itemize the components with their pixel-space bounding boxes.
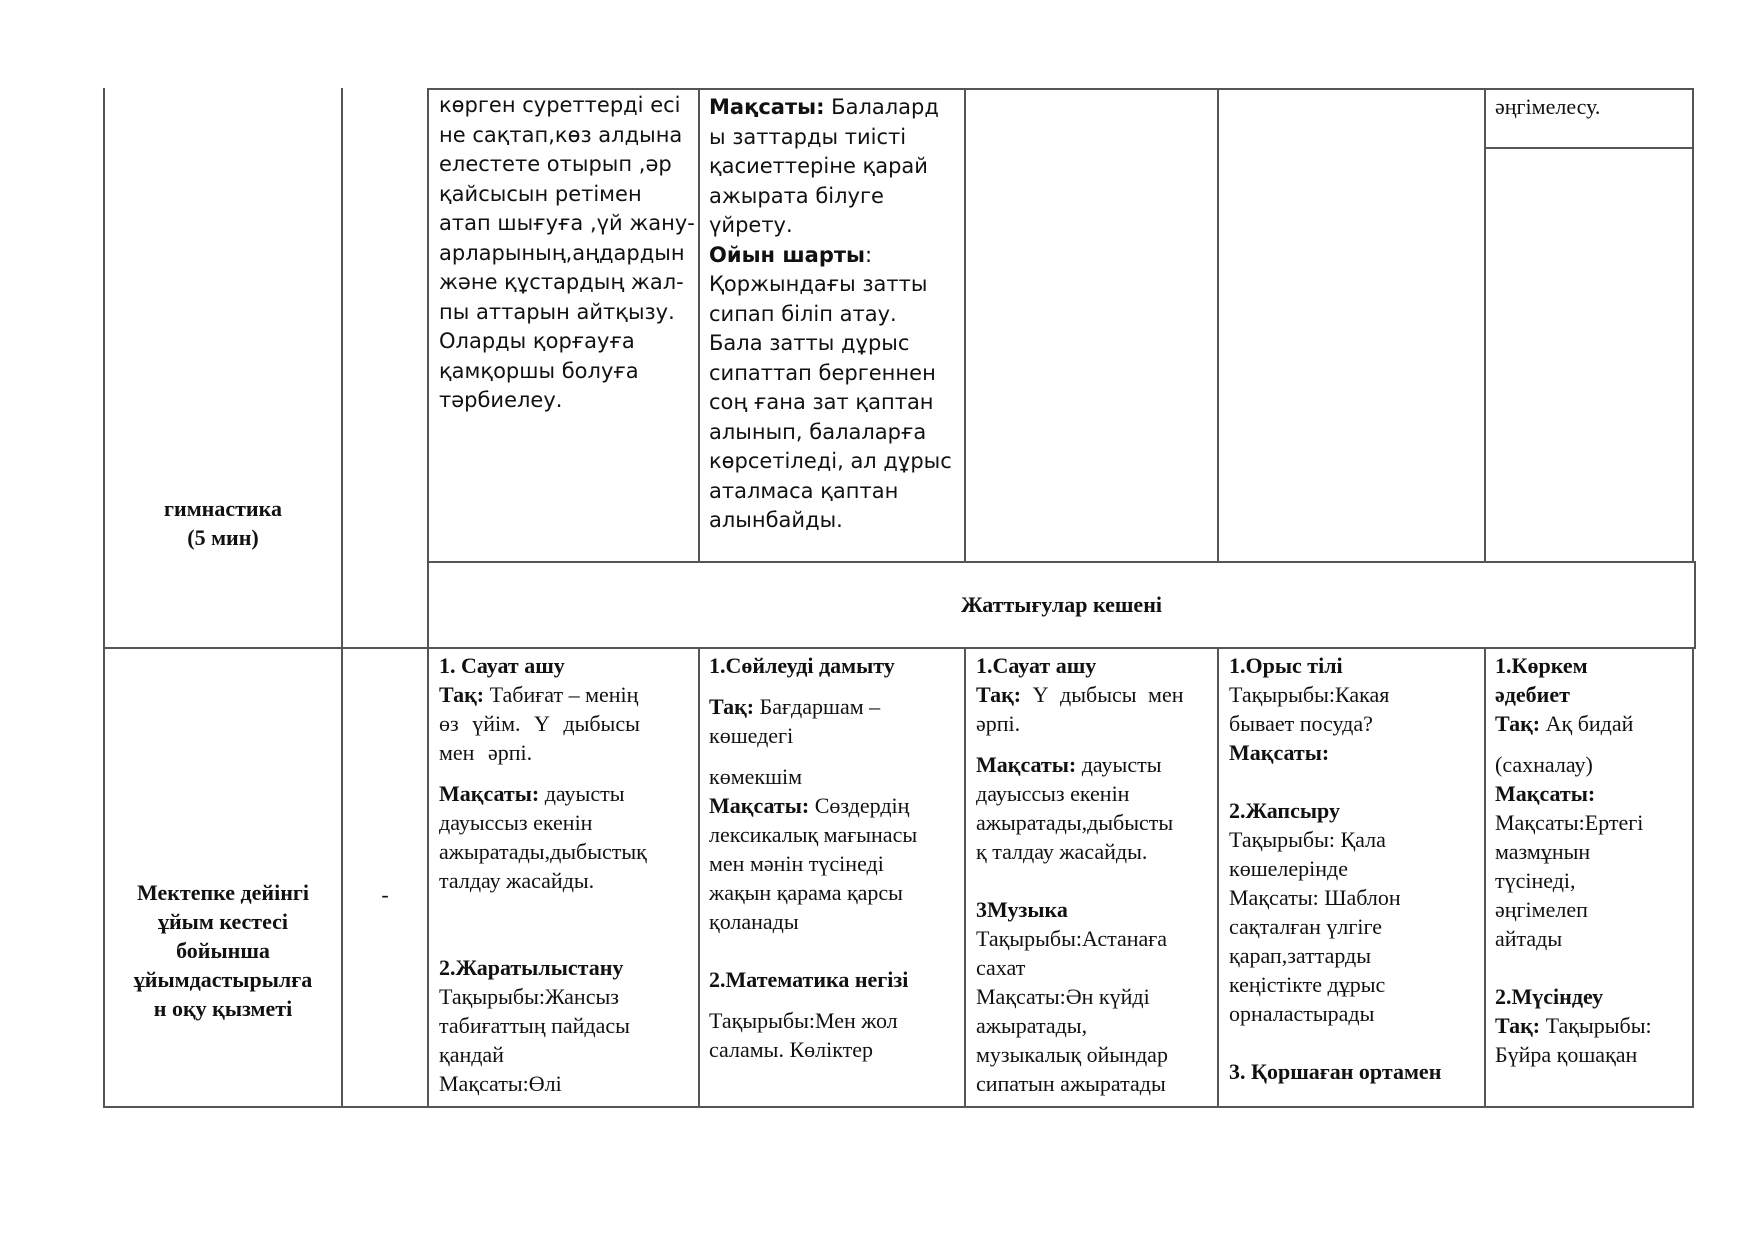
text-line: Бүйра қошақан	[1495, 1042, 1638, 1067]
text-line: сипаттап бергеннен	[709, 360, 936, 385]
text-line: атап шығуға ,үй жану-	[439, 211, 695, 235]
subject-heading: 1.Көркем	[1495, 653, 1588, 678]
text-line: қандай	[439, 1042, 504, 1067]
topic-label: Тақ:	[709, 694, 755, 719]
bottom-col5	[1495, 651, 1690, 1069]
text-line: көшедегі	[709, 723, 794, 748]
text-line: кеңістікте дұрыс	[1229, 972, 1386, 997]
text-line: Бағдаршам –	[754, 694, 881, 719]
text-line: жақын қарама қарсы	[709, 880, 903, 905]
text-line: бывает посуда?	[1229, 711, 1373, 736]
text-line: Мақсаты: Шаблон	[1229, 885, 1401, 910]
grid-line	[1217, 648, 1219, 1108]
activity-time: -	[381, 882, 389, 907]
grid-line	[1484, 147, 1694, 149]
text-line: дауысты	[539, 781, 625, 806]
text-line: Тақырыбы:Какая	[1229, 682, 1390, 707]
text-line: Ү дыбысы мен	[1021, 682, 1184, 707]
subject-heading: 2.Жапсыру	[1229, 798, 1340, 823]
goal-label: Мақсаты:	[709, 95, 825, 119]
text-line: Мақсаты:Өлі	[439, 1071, 562, 1096]
text-line: арларының,аңдардын	[439, 240, 685, 265]
subject-heading: 3. Қоршаған ортамен	[1229, 1059, 1442, 1084]
text-line: дауысты	[1076, 752, 1162, 777]
text-line: дауыссыз екенін	[976, 781, 1130, 806]
text-line: Тақырыбы:	[1540, 1013, 1652, 1038]
time-label	[105, 494, 341, 552]
text-line: ажырата білуге	[709, 183, 884, 208]
text-line: саламы. Көліктер	[709, 1037, 873, 1062]
grid-line	[964, 88, 966, 562]
subject-heading: 1.Сөйлеуді дамыту	[709, 653, 895, 678]
grid-line	[1484, 648, 1486, 1108]
label-line: ұйым кестесі	[158, 909, 288, 934]
subject-heading: 2.Жаратылыстану	[439, 955, 624, 980]
text-line: тәрбиелеу.	[439, 388, 563, 412]
text-line: ажыратады,	[976, 1013, 1088, 1038]
text-line: мазмұнын	[1495, 839, 1591, 864]
text-line: көрсетіледі, ал дұрыс	[709, 449, 952, 473]
topic-label: Тақ:	[1495, 711, 1541, 736]
grid-line	[427, 88, 1694, 90]
grid-line	[1694, 561, 1696, 649]
topic-label: Тақ:	[976, 682, 1022, 707]
text-line: лексикалық мағынасы	[709, 822, 918, 847]
text-line: мен мәнін түсінеді	[709, 851, 884, 876]
text-line: :	[865, 242, 873, 267]
grid-line	[427, 561, 1696, 563]
time-label-line: (5 мин)	[187, 525, 259, 550]
grid-line	[964, 648, 966, 1108]
label-line: н оқу қызметі	[153, 996, 293, 1021]
time-label-line: гимнастика	[164, 496, 282, 521]
text-line: талдау жасайды.	[439, 868, 595, 893]
text-line: Оларды қорғауға	[439, 329, 635, 353]
text-line: ы заттарды тиісті	[709, 124, 907, 149]
grid-line	[1484, 88, 1486, 562]
text-line: Мақсаты:Ән күйді	[976, 984, 1150, 1009]
text-line: елестете отырып ,әр	[439, 152, 672, 176]
grid-line	[1217, 88, 1219, 562]
text-line: әрпі.	[976, 711, 1021, 736]
subject-heading: 2.Мүсіндеу	[1495, 984, 1604, 1009]
text-line: Сөздердің	[809, 793, 910, 818]
goal-label: Мақсаты:	[1229, 740, 1330, 765]
subject-heading: 1.Сауат ашу	[976, 653, 1097, 678]
text-line: түсінеді,	[1495, 868, 1576, 893]
text-line: қасиеттеріне қарай	[709, 154, 928, 178]
text-line: Мақсаты:Ертегі	[1495, 810, 1644, 835]
subject-heading: 2.Математика негізі	[709, 967, 909, 992]
text-line: сахат	[976, 955, 1026, 980]
text-line: ажыратады,дыбысты	[976, 810, 1174, 835]
bottom-col4	[1229, 651, 1483, 1086]
text-line: соң ғана зат қаптан	[709, 390, 934, 414]
grid-line	[341, 88, 343, 1108]
text-line: қарап,заттарды	[1229, 943, 1372, 968]
grid-line	[1692, 88, 1694, 562]
text-line: және құстардың жал-	[439, 270, 684, 294]
text-line: музыкалық ойындар	[976, 1042, 1168, 1067]
goal-label: Мақсаты:	[709, 793, 810, 818]
activity-label	[105, 878, 341, 1023]
goal-label: Мақсаты:	[976, 752, 1077, 777]
grid-line	[698, 648, 700, 1108]
top-col5-text: әңгімелесу.	[1495, 94, 1601, 119]
text-line: қоланады	[709, 909, 799, 934]
text-line: Тақырыбы:Мен жол	[709, 1008, 898, 1033]
subject-heading: әдебиет	[1495, 682, 1570, 707]
text-line: сақталған үлгіге	[1229, 914, 1382, 939]
text-line: қ талдау жасайды.	[976, 839, 1148, 864]
bottom-col1	[439, 651, 689, 1098]
text-line: көшелерінде	[1229, 856, 1348, 881]
bottom-col3	[976, 651, 1216, 1098]
text-line: дауыссыз екенін	[439, 810, 593, 835]
subject-heading: 1.Орыс тілі	[1229, 653, 1343, 678]
label-line: Мектепке дейінгі	[136, 880, 309, 905]
grid-line	[103, 1106, 1694, 1108]
text-line: Ақ бидай	[1540, 711, 1634, 736]
topic-label: Тақ:	[1495, 1013, 1541, 1038]
text-line: мен әрпі.	[439, 740, 533, 765]
text-line: Тақырыбы:Жансыз	[439, 984, 619, 1009]
text-line: қайсысын ретімен	[439, 181, 642, 206]
subject-heading: 1. Сауат ашу	[439, 653, 565, 678]
text-line: көрген суреттерді есі	[439, 93, 681, 117]
text-line: орналастырады	[1229, 1001, 1375, 1026]
text-line: алынып, балаларға	[709, 419, 927, 444]
grid-line	[698, 88, 700, 562]
text-line: Қоржындағы затты	[709, 272, 928, 296]
text-line: үйрету.	[709, 213, 793, 237]
text-line: өз үйім. Ү дыбысы	[439, 711, 640, 736]
subject-heading: 3Музыка	[976, 897, 1068, 922]
text-line: (сахналау)	[1495, 752, 1593, 777]
top-col1-text	[439, 91, 697, 416]
text-line: Табиғат – менің	[484, 682, 639, 707]
grid-line	[1692, 648, 1694, 1108]
goal-label: Мақсаты:	[1495, 781, 1596, 806]
text-line: қамқоршы болуға	[439, 358, 639, 383]
text-line: ажыратады,дыбыстық	[439, 839, 647, 864]
text-line: Тақырыбы: Қала	[1229, 827, 1386, 852]
text-line: аталмаса қаптан	[709, 478, 899, 503]
text-line: көмекшім	[709, 764, 803, 789]
text-line: табиғаттың пайдасы	[439, 1013, 630, 1038]
text-line: алынбайды.	[709, 508, 843, 532]
text-line: сипап біліп атау.	[709, 301, 897, 326]
text-line: әңгімелеп	[1495, 897, 1588, 922]
text-line: Бала затты дұрыс	[709, 331, 910, 355]
topic-label: Тақ:	[439, 682, 485, 707]
text-line: сипатын ажыратады	[976, 1071, 1166, 1096]
label-line: ұйымдастырылға	[133, 967, 313, 992]
exercise-title: Жаттығулар кешені	[961, 592, 1162, 617]
label-line: бойынша	[176, 938, 270, 963]
rule-label: Ойын шарты	[709, 242, 866, 267]
grid-line	[103, 647, 1696, 649]
bottom-col2	[709, 651, 961, 1064]
text-line: Балалард	[824, 95, 939, 119]
top-col2-text	[709, 93, 963, 536]
text-line: пы аттарын айтқызу.	[439, 299, 675, 324]
text-line: айтады	[1495, 926, 1563, 951]
text-line: не сақтап,көз алдына	[439, 122, 683, 147]
text-line: Тақырыбы:Астанаға	[976, 926, 1168, 951]
goal-label: Мақсаты:	[439, 781, 540, 806]
